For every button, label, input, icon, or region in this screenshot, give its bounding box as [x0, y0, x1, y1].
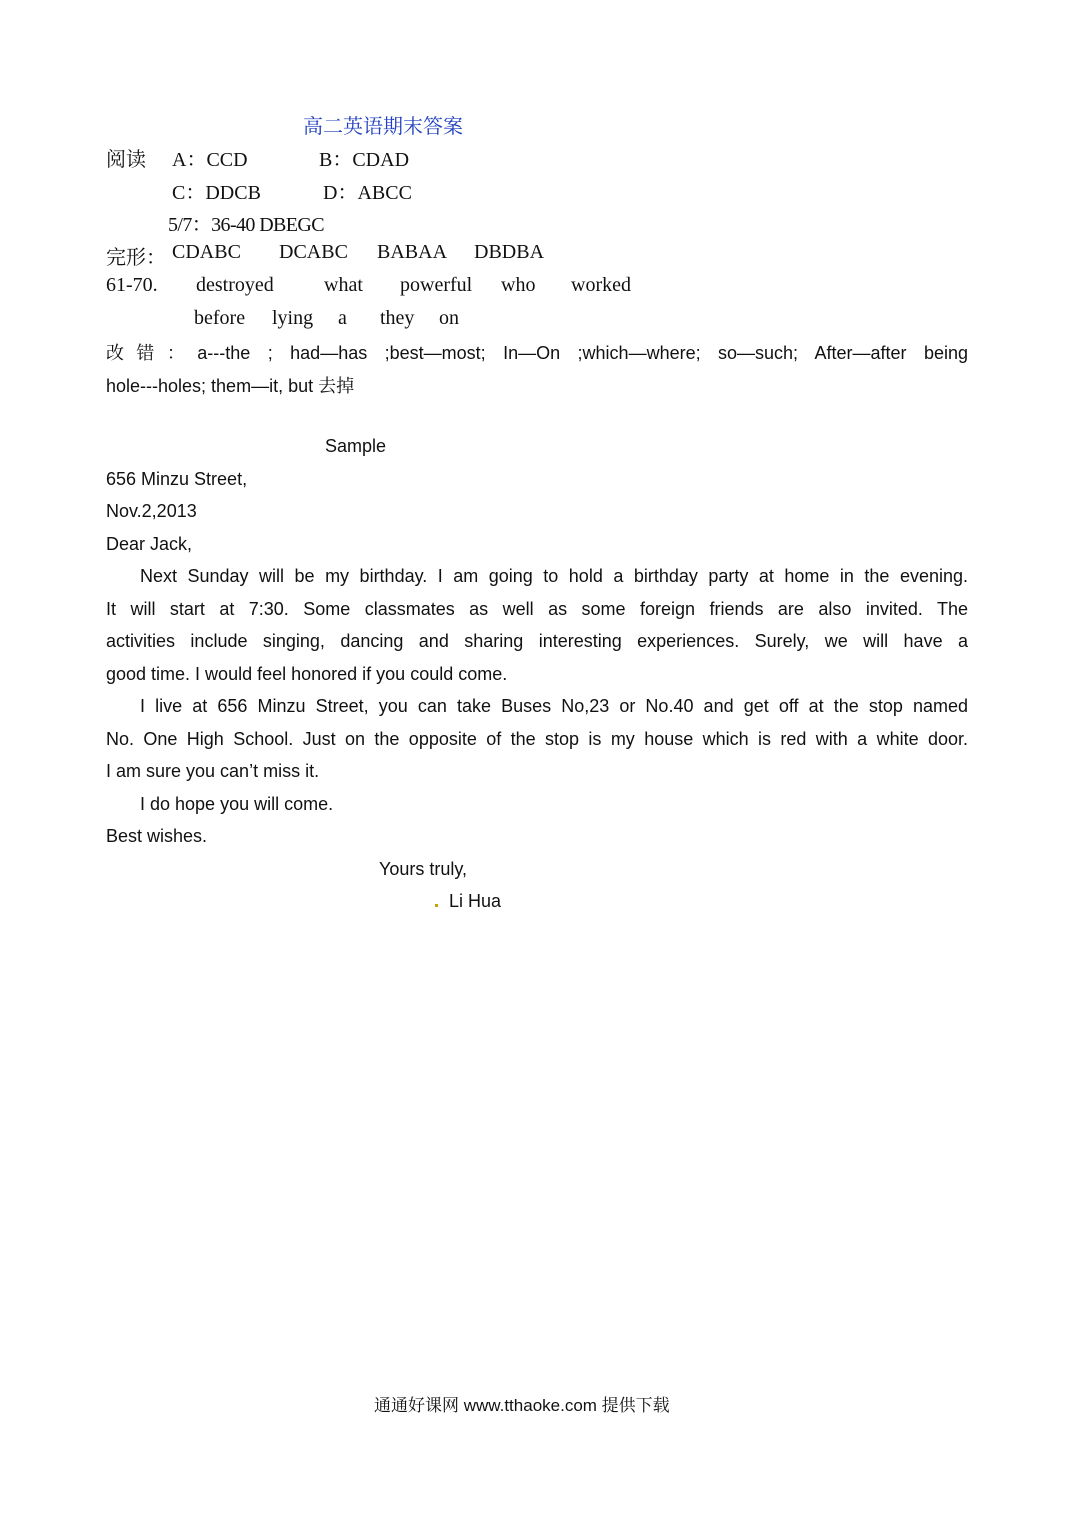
fill-word-63: powerful — [400, 274, 473, 296]
letter-p2-line-1: I live at 656 Minzu Street, you can take Buses No,23 or No.40 and get off at the stop named — [140, 696, 968, 716]
reading-c: C：DDCB — [172, 182, 261, 204]
letter-closing: Best wishes. — [106, 826, 208, 846]
letter-p1-line-2: It will start at 7:30. Some classmates as well as some foreign friends are also invited. The — [106, 599, 968, 619]
fill-word-64: who — [501, 274, 536, 296]
page-title: 高二英语期末答案 — [303, 116, 463, 138]
letter-date: Nov.2,2013 — [106, 501, 197, 521]
letter-sign-off: Yours truly, — [379, 859, 468, 879]
letter-salutation: Dear Jack, — [106, 534, 193, 554]
letter-p1-line-4: good time. I would feel honored if you could come. — [106, 664, 508, 684]
cloze-group-3: BABAA — [377, 241, 448, 263]
reading-a: A：CCD — [172, 149, 248, 171]
letter-signature: Li Hua — [449, 891, 502, 911]
cloze-group-4: DBDBA — [474, 241, 545, 263]
correction-line-1: 改错：a---the ; had—has ;best—most; In—On ;which—where; so—such; After—after being — [106, 343, 968, 363]
letter-p2-line-3: I am sure you can’t miss it. — [106, 761, 320, 781]
letter-p3: I do hope you will come. — [140, 794, 334, 814]
letter-address: 656 Minzu Street, — [106, 469, 248, 489]
letter-p1-line-3: activities include singing, dancing and sharing interesting experiences. Surely, we will have a — [106, 631, 968, 651]
fill-word-65: worked — [571, 274, 631, 296]
letter-p2-line-2: No. One High School. Just on the opposite of the stop is my house which is red with a white door. — [106, 729, 968, 749]
page-footer: 通通好课网 www.tthaoke.com 提供下载 — [374, 1396, 670, 1415]
letter-p1-line-1: Next Sunday will be my birthday. I am going to hold a birthday party at home in the evening. — [140, 566, 968, 586]
fill-word-66: before — [194, 307, 246, 329]
fill-word-70: on — [439, 307, 459, 329]
fill-word-61: destroyed — [196, 274, 274, 296]
cloze-group-2: DCABC — [279, 241, 348, 263]
cloze-label: 完形： — [106, 247, 166, 269]
sample-heading: Sample — [325, 436, 387, 456]
fill-word-62: what — [324, 274, 363, 296]
cloze-group-1: CDABC — [172, 241, 241, 263]
fill-word-68: a — [338, 307, 347, 329]
fill-word-67: lying — [272, 307, 314, 329]
fill-word-69: they — [380, 307, 415, 329]
reading-d: D：ABCC — [323, 182, 412, 204]
stray-dot-mark — [435, 904, 438, 907]
reading-label: 阅读 — [106, 149, 146, 171]
fill-label: 61-70. — [106, 274, 158, 296]
reading-five-seven: 5/7：36-40 DBEGC — [168, 214, 325, 236]
reading-b: B：CDAD — [319, 149, 410, 171]
correction-line-2: hole---holes; them—it, but 去掉 — [106, 376, 355, 396]
